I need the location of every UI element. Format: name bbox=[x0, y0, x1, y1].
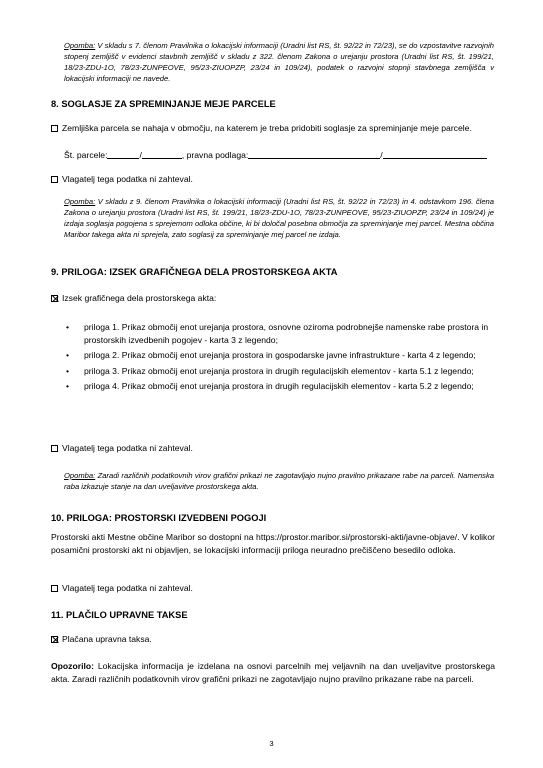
warning-text: Lokacijska informacija je izdelana na osnovi parcelnih mej veljavnih na dan uveljavitve prostorskega akta. Zaradi različnih podatkovnih virov grafični prikazi ne zagotavljajo nujno pravilno prikazane rabe na parceli. bbox=[51, 661, 495, 684]
legal-basis-slash: / bbox=[380, 150, 383, 160]
section-11-heading: 11. PLAČILO UPRAVNE TAKSE bbox=[51, 610, 188, 620]
attachments-list bbox=[64, 321, 504, 396]
bullet-icon: • bbox=[66, 350, 70, 361]
attachment-2-text: priloga 2. Prikaz območij enot urejanja prostora in gospodarske javne infrastrukture - karta 4 z legendo; bbox=[84, 350, 476, 361]
section-9-checkbox-row bbox=[51, 292, 216, 305]
parcel-number-slash: / bbox=[139, 150, 142, 160]
warning-label: Opozorilo: bbox=[51, 661, 94, 671]
checkbox-parcel-consent[interactable] bbox=[51, 125, 58, 132]
checkbox-s10-not-requested-label: Vlagatelj tega podatka ni zahteval. bbox=[62, 583, 193, 593]
section-9-note bbox=[64, 470, 494, 492]
checkbox-s8-not-requested-label: Vlagatelj tega podatka ni zahteval. bbox=[62, 174, 193, 184]
section-8-checkbox-row bbox=[51, 122, 472, 135]
section-9-note-label: Opomba: bbox=[64, 471, 96, 480]
section-9-not-requested-row bbox=[51, 442, 193, 455]
list-item bbox=[64, 321, 504, 346]
checkbox-s10-not-requested[interactable] bbox=[51, 585, 58, 592]
checkbox-s8-not-requested[interactable] bbox=[51, 176, 58, 183]
warning-paragraph bbox=[51, 660, 495, 685]
checkbox-graphic-excerpt-label: Izsek grafičnega dela prostorskega akta: bbox=[62, 293, 217, 303]
checkbox-fee-paid-label: Plačana upravna taksa. bbox=[62, 634, 152, 644]
section-9-heading: 9. PRILOGA: IZSEK GRAFIČNEGA DELA PROSTORSKEGA AKTA bbox=[51, 267, 338, 277]
legal-basis-label: , pravna podlaga: bbox=[181, 150, 249, 160]
checkbox-parcel-consent-label: Zemljiška parcela se nahaja v območju, na katerem je treba pridobiti soglasje za spreminjanje meje parcele. bbox=[62, 123, 472, 133]
section-10-heading: 10. PRILOGA: PROSTORSKI IZVEDBENI POGOJI bbox=[51, 513, 267, 523]
section-9-note-text: Zaradi različnih podatkovnih virov grafični prikazi ne zagotavljajo nujno pravilno prikazane rabe na parceli. Namenska raba izkazuje stanje na dan uveljavitve prostorskega akta. bbox=[64, 471, 494, 492]
list-item bbox=[64, 380, 504, 393]
bullet-icon: • bbox=[66, 365, 70, 376]
section-10-body: Prostorski akti Mestne občine Maribor so dostopni na https://prostor.maribor.si/prostorski-akti/javne-objave/. V kolikor posamični prostorski akt ni objavljen, se lokacijski informaciji priloga neuradno prečiščeno besedilo odloka. bbox=[51, 532, 495, 555]
note-top-text: V skladu s 7. členom Pravilnika o lokacijski informaciji (Uradni list RS, št. 92/22 in 72/23), se do vzpostavitve razvojnih stopenj zemljišč v evidenci stavbnih zemljišč v skladu z 322. členom Zakona o urejanju prostora (Uradni list RS, št. 199/21, 18/23-ZDU-1O, 78/23-ZUNPEOVE, 95/23-ZIUOPZP, 23/24 in 109/24), podatek o razvojni stopnji stavbnega zemljišča v lokacijski informaciji ne navede. bbox=[64, 41, 494, 84]
parcel-number-field-1[interactable] bbox=[107, 149, 142, 160]
list-item bbox=[64, 365, 504, 378]
attachment-4-text: priloga 4. Prikaz območij enot urejanja prostora in drugih regulacijskih elementov - karta 5.2 z legendo; bbox=[84, 381, 474, 392]
section-8-note-label: Opomba: bbox=[64, 197, 96, 206]
section-8-note bbox=[64, 196, 494, 240]
checkbox-s9-not-requested[interactable] bbox=[51, 445, 58, 452]
legal-basis-field-2[interactable] bbox=[383, 149, 487, 159]
section-8-not-requested-row bbox=[51, 173, 193, 186]
attachment-3-text: priloga 3. Prikaz območij enot urejanja prostora in drugih regulacijskih elementov - karta 5.1 z legendo; bbox=[84, 365, 474, 376]
bullet-icon: • bbox=[66, 322, 70, 332]
attachment-1-text: priloga 1. Prikaz območij enot urejanja prostora, osnovne oziroma podrobnejše namenske rabe prostora in prostorskih izvedbenih pogojev - karta 3 z legendo; bbox=[84, 322, 489, 345]
section-8-note-text: V skladu z 9. členom Pravilnika o lokacijski informaciji (Uradni list RS, št. 92/22 in 72/23) in 4. odstavkom 196. člena Zakona o urejanju prostora (Uradni list RS, št. 199/21, 18/23-ZDU-1O, 78/23-ZUNPEOVE, 95/23-ZIUOPZP, 23/24 in 109/24) je izdaja soglasja pogojena s sprejemom odloka občine, ki bi določal posebna območja za spreminjanje mej parcel. Mestna občina Maribor takega akta ni sprejela, zato soglasij za spreminjanje mej parcel ne izdaja. bbox=[64, 197, 494, 240]
checkbox-fee-paid[interactable] bbox=[51, 636, 58, 643]
bullet-icon: • bbox=[66, 381, 70, 392]
parcel-fields-row bbox=[64, 149, 487, 162]
note-top-label: Opomba: bbox=[64, 41, 96, 50]
checkbox-s9-not-requested-label: Vlagatelj tega podatka ni zahteval. bbox=[62, 443, 193, 453]
section-11-checkbox-row bbox=[51, 633, 152, 646]
section-10-not-requested-row bbox=[51, 582, 193, 595]
legal-basis-field-1[interactable] bbox=[248, 149, 383, 160]
section-8-heading: 8. SOGLASJE ZA SPREMINJANJE MEJE PARCELE bbox=[51, 99, 276, 109]
page-number: 3 bbox=[269, 739, 274, 748]
list-item bbox=[64, 349, 504, 362]
parcel-number-label: Št. parcele: bbox=[64, 150, 108, 160]
note-top bbox=[64, 40, 494, 84]
parcel-number-field-2[interactable] bbox=[142, 149, 182, 159]
checkbox-graphic-excerpt[interactable] bbox=[51, 295, 58, 302]
